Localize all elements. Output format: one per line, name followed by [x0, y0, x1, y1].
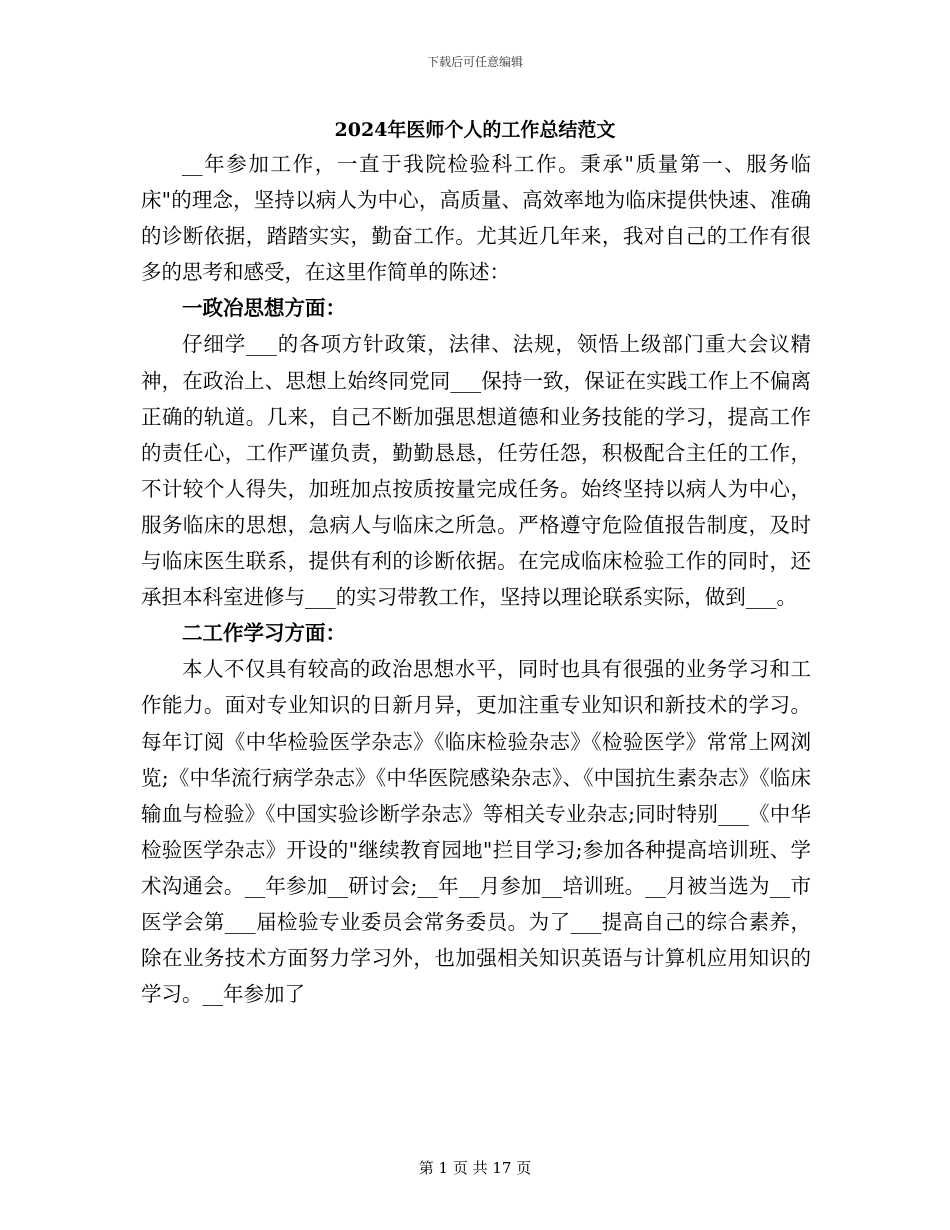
document-body — [141, 146, 811, 1012]
work-study-paragraph: 本人不仅具有较高的政治思想水平，同时也具有很强的业务学习和工作能力。面对专业知识的日新月异，更加注重专业知识和新技术的学习。每年订阅《中华检验医学杂志》《临床检验杂志》《检验医学》常常上网浏览;《中华流行病学杂志》《中华医院感染杂志》、《中国抗生素杂志》《临床输血与检验》《中国实验诊断学杂志》等相关专业杂志;同时特别___《中华检验医学杂志》开设的"继续教育园地"拦目学习;参加各种提高培训班、学术沟通会。__年参加__研讨会;__年__月参加__培训班。__月被当选为__市医学会第___届检验专业委员会常务委员。为了___提高自己的综合素养，除在业务技术方面努力学习外，也加强相关知识英语与计算机应用知识的学习。__年参加了 — [141, 657, 811, 1007]
intro-paragraph: __年参加工作，一直于我院检验科工作。秉承"质量第一、服务临床"的理念，坚持以病人为中心，高质量、高效率地为临床提供快速、准确的诊断依据，踏踏实实，勤奋工作。尤其近几年来，我对自己的工作有很多的思考和感受，在这里作简单的陈述： — [141, 152, 811, 285]
section-heading-work-study: 二工作学习方面： — [182, 621, 346, 646]
page-number-footer: 第 1 页 共 17 页 — [418, 1159, 532, 1177]
section-heading-politics: 一政冶思想方面： — [182, 296, 346, 321]
header-note: 下载后可任意编辑 — [426, 55, 523, 69]
politics-paragraph: 仔细学___的各项方针政策，法律、法规，领悟上级部门重大会议精神，在政治上、思想上始终同党同___保持一致，保证在实践工作上不偏离正确的轨道。几来，自己不断加强思想道德和业务技能的学习，提高工作的责任心，工作严谨负责，勤勤恳恳，任劳任怨，积极配合主任的工作，不计较个人得失，加班加点按质按量完成任务。始终坚持以病人为中心，服务临床的思想，急病人与临床之所急。严格遵守危险值报告制度，及时与临床医生联系，提供有利的诊断依据。在完成临床检验工作的同时，还承担本科室进修与___的实习带教工作，坚持以理论联系实际，做到___。 — [141, 332, 811, 610]
document-title: 2024年医师个人的工作总结范文 — [334, 119, 616, 141]
